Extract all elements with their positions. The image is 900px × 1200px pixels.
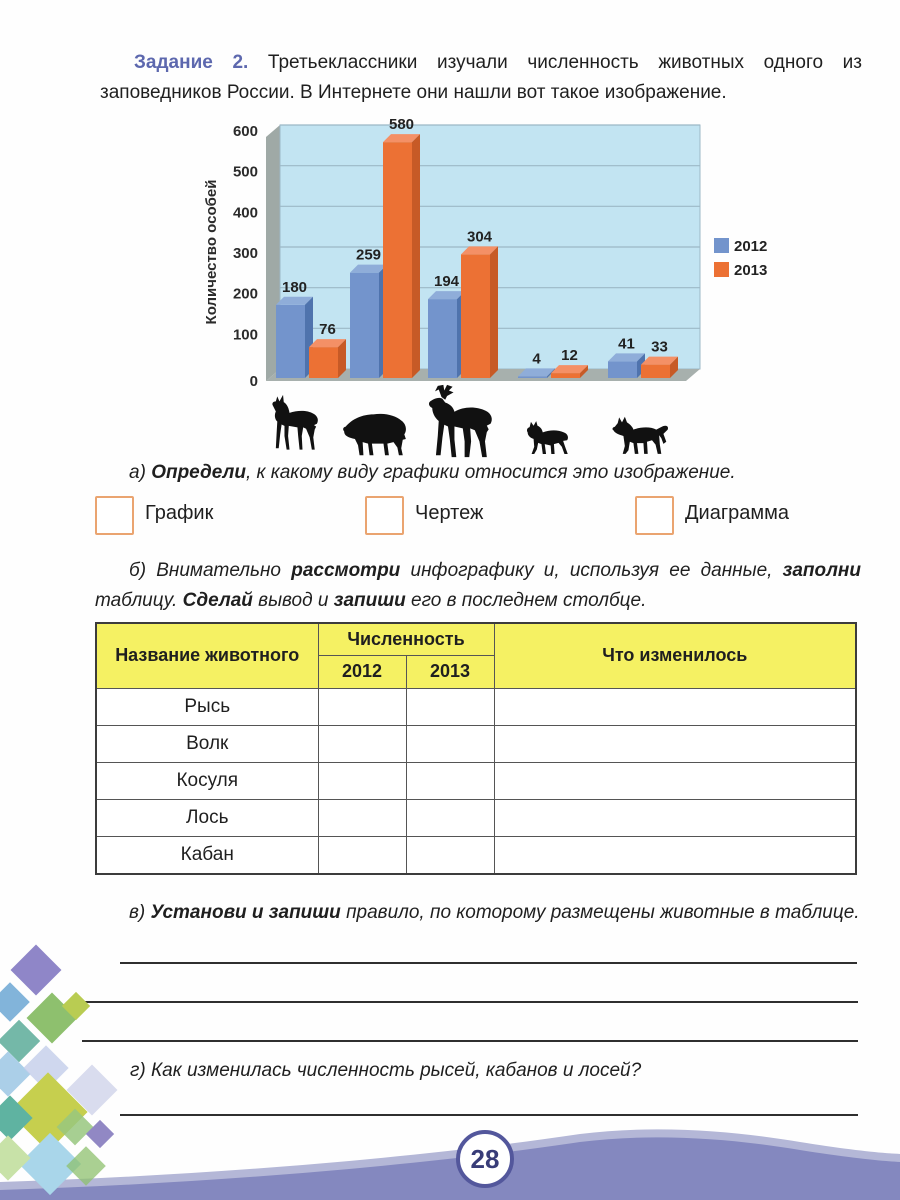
table-row <box>96 688 856 725</box>
task-intro-paragraph: Задание 2. Третьеклассники изучали численность животных одного из заповедников России. В Интернете они нашли вот такое изображение. <box>100 52 862 103</box>
legend-label: 2013 <box>734 262 768 279</box>
value-2012-cell[interactable] <box>318 799 406 836</box>
bar-value-label: 76 <box>319 321 336 339</box>
value-2013-cell[interactable] <box>406 836 494 874</box>
bar-2013-Кабан <box>383 116 420 378</box>
change-cell[interactable] <box>494 762 856 799</box>
change-cell[interactable] <box>494 725 856 762</box>
y-tick-label: 300 <box>232 245 258 262</box>
answer-line-4[interactable] <box>120 1114 858 1116</box>
y-tick-label: 600 <box>232 123 258 140</box>
option-checkbox[interactable] <box>365 496 404 535</box>
option-checkbox[interactable] <box>95 496 134 535</box>
question-v: в) Установи и запиши правило, по которому размещены животные в таблице. <box>129 902 860 923</box>
y-tick-label: 200 <box>232 285 258 303</box>
animals-table <box>95 622 857 875</box>
value-2013-cell[interactable] <box>406 799 494 836</box>
change-cell[interactable] <box>494 836 856 874</box>
bar-value-label: 33 <box>651 338 668 356</box>
footer-wave <box>0 1120 900 1200</box>
bar-value-label: 194 <box>433 273 460 291</box>
value-2012-cell[interactable] <box>318 688 406 725</box>
value-2012-cell[interactable] <box>318 725 406 762</box>
animal-name-cell: Рысь <box>96 688 318 725</box>
y-axis-title: Количество особей <box>203 179 220 325</box>
value-2013-cell[interactable] <box>406 688 494 725</box>
bar-value-label: 304 <box>466 228 493 246</box>
moose-icon <box>412 384 508 458</box>
population-bar-chart <box>200 112 800 464</box>
answer-line-1[interactable] <box>120 962 857 964</box>
animal-name-cell: Лось <box>96 799 318 836</box>
option-label: Чертеж <box>415 502 484 524</box>
table-header-2013: 2013 <box>406 655 494 688</box>
table-header-change: Что изменилось <box>494 623 856 688</box>
question-a: а) Определи, к какому виду графики относится это изображение. <box>129 462 736 483</box>
y-tick-label: 400 <box>232 204 258 222</box>
value-2013-cell[interactable] <box>406 762 494 799</box>
value-2012-cell[interactable] <box>318 836 406 874</box>
animals-table-body <box>96 688 856 874</box>
bar-value-label: 259 <box>355 246 382 264</box>
bar-value-label: 580 <box>388 116 415 134</box>
table-row <box>96 799 856 836</box>
option-label: Диаграмма <box>685 502 790 524</box>
question-b: б) Внимательно рассмотри инфографику и, используя ее данные, заполни таблицу. Сделай вывод и запиши его в последнем столбце. <box>95 560 862 611</box>
wolf-icon <box>604 406 680 456</box>
table-row <box>96 762 856 799</box>
animal-name-cell: Косуля <box>96 762 318 799</box>
animal-name-cell: Кабан <box>96 836 318 874</box>
question-g: г) Как изменилась численность рысей, кабанов и лосей? <box>130 1060 642 1081</box>
legend-label: 2012 <box>734 238 768 255</box>
bar-2013-Лось <box>461 228 498 378</box>
lynx-icon <box>514 410 586 456</box>
bar-value-label: 12 <box>561 347 578 365</box>
value-2012-cell[interactable] <box>318 762 406 799</box>
y-tick-label: 0 <box>249 373 258 387</box>
y-tick-label: 500 <box>232 163 258 181</box>
table-header-animal: Название животного <box>96 623 318 688</box>
value-2013-cell[interactable] <box>406 725 494 762</box>
table-header-2012: 2012 <box>318 655 406 688</box>
chart-canvas <box>200 112 800 387</box>
table-row <box>96 725 856 762</box>
bar-value-label: 4 <box>532 350 541 368</box>
roe-deer-icon <box>260 390 332 456</box>
answer-line-2[interactable] <box>80 1001 858 1003</box>
table-row <box>96 836 856 874</box>
y-tick-label: 100 <box>232 326 258 344</box>
animal-name-cell: Волк <box>96 725 318 762</box>
bar-value-label: 180 <box>281 278 308 296</box>
page-number-badge <box>456 1130 514 1188</box>
option-checkbox[interactable] <box>635 496 674 535</box>
answer-options <box>95 496 865 540</box>
answer-line-3[interactable] <box>82 1040 858 1042</box>
bar-value-label: 41 <box>618 335 635 353</box>
table-header-population: Численность <box>318 623 494 655</box>
option-label: График <box>145 502 214 524</box>
change-cell[interactable] <box>494 799 856 836</box>
legend-swatch-2012 <box>714 238 729 253</box>
change-cell[interactable] <box>494 688 856 725</box>
page-number: 28 <box>470 1143 500 1174</box>
legend-swatch-2013 <box>714 262 729 277</box>
boar-icon <box>336 402 414 456</box>
